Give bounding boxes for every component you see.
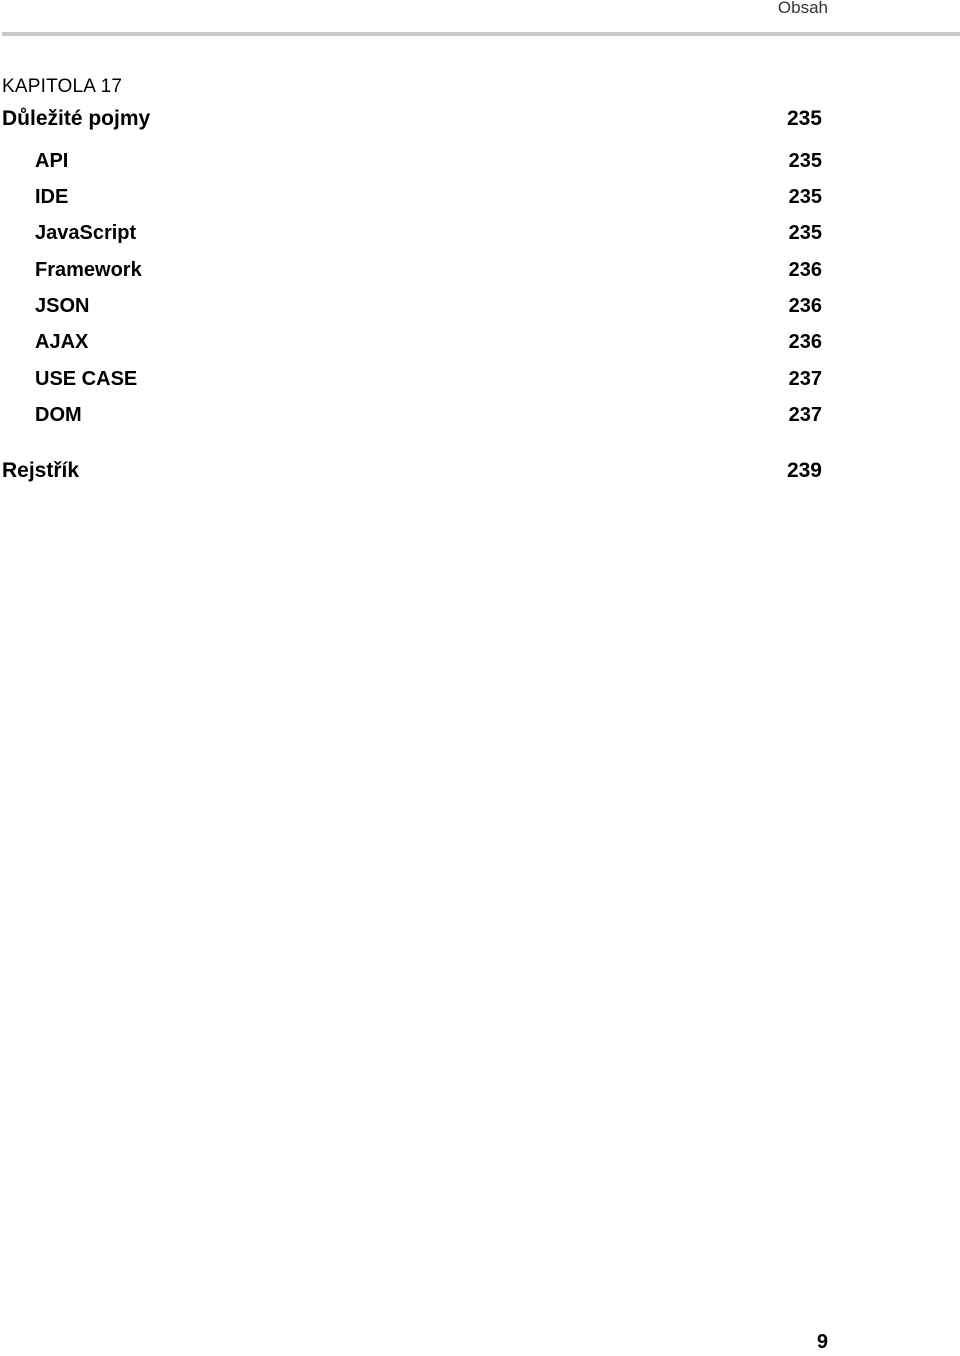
toc-index-page: 239 bbox=[786, 459, 822, 482]
toc-section-entry[interactable] bbox=[0, 288, 822, 318]
toc-index-entry[interactable] bbox=[0, 453, 822, 483]
toc-section-page: 235 bbox=[788, 222, 822, 244]
header-rule bbox=[2, 32, 960, 36]
toc-section-page: 236 bbox=[788, 259, 822, 281]
toc-section-title: USE CASE bbox=[35, 368, 138, 390]
toc-section-title: JavaScript bbox=[35, 222, 137, 244]
toc-section-page: 236 bbox=[788, 295, 822, 317]
toc-chapter-title: Důležité pojmy bbox=[2, 107, 151, 130]
toc-chapter-page: 235 bbox=[786, 107, 822, 130]
toc-section-entry[interactable] bbox=[0, 324, 822, 354]
toc-chapter-entry[interactable] bbox=[0, 101, 822, 131]
toc-section-entry[interactable] bbox=[0, 179, 822, 209]
toc-section-page: 237 bbox=[788, 368, 822, 390]
toc-section-page: 235 bbox=[788, 150, 822, 172]
toc-section-entry[interactable] bbox=[0, 397, 822, 427]
toc-section-title: JSON bbox=[35, 295, 90, 317]
toc-section-title: IDE bbox=[35, 186, 69, 208]
toc-index-title: Rejstřík bbox=[2, 459, 80, 482]
toc-section-entry[interactable] bbox=[0, 361, 822, 391]
page-number: 9 bbox=[816, 1331, 828, 1353]
toc-section-title: DOM bbox=[35, 404, 82, 426]
toc-section-page: 237 bbox=[788, 404, 822, 426]
toc-section-entry[interactable] bbox=[0, 215, 822, 245]
toc-section-page: 236 bbox=[788, 331, 822, 353]
toc-section-entry[interactable] bbox=[0, 143, 822, 173]
chapter-label: KAPITOLA 17 bbox=[2, 76, 123, 97]
toc-section-title: AJAX bbox=[35, 331, 89, 353]
running-head: Obsah bbox=[777, 0, 828, 17]
toc-section-title: API bbox=[35, 150, 69, 172]
toc-section-entry[interactable] bbox=[0, 252, 822, 282]
toc-section-title: Framework bbox=[35, 259, 142, 281]
toc-section-page: 235 bbox=[788, 186, 822, 208]
